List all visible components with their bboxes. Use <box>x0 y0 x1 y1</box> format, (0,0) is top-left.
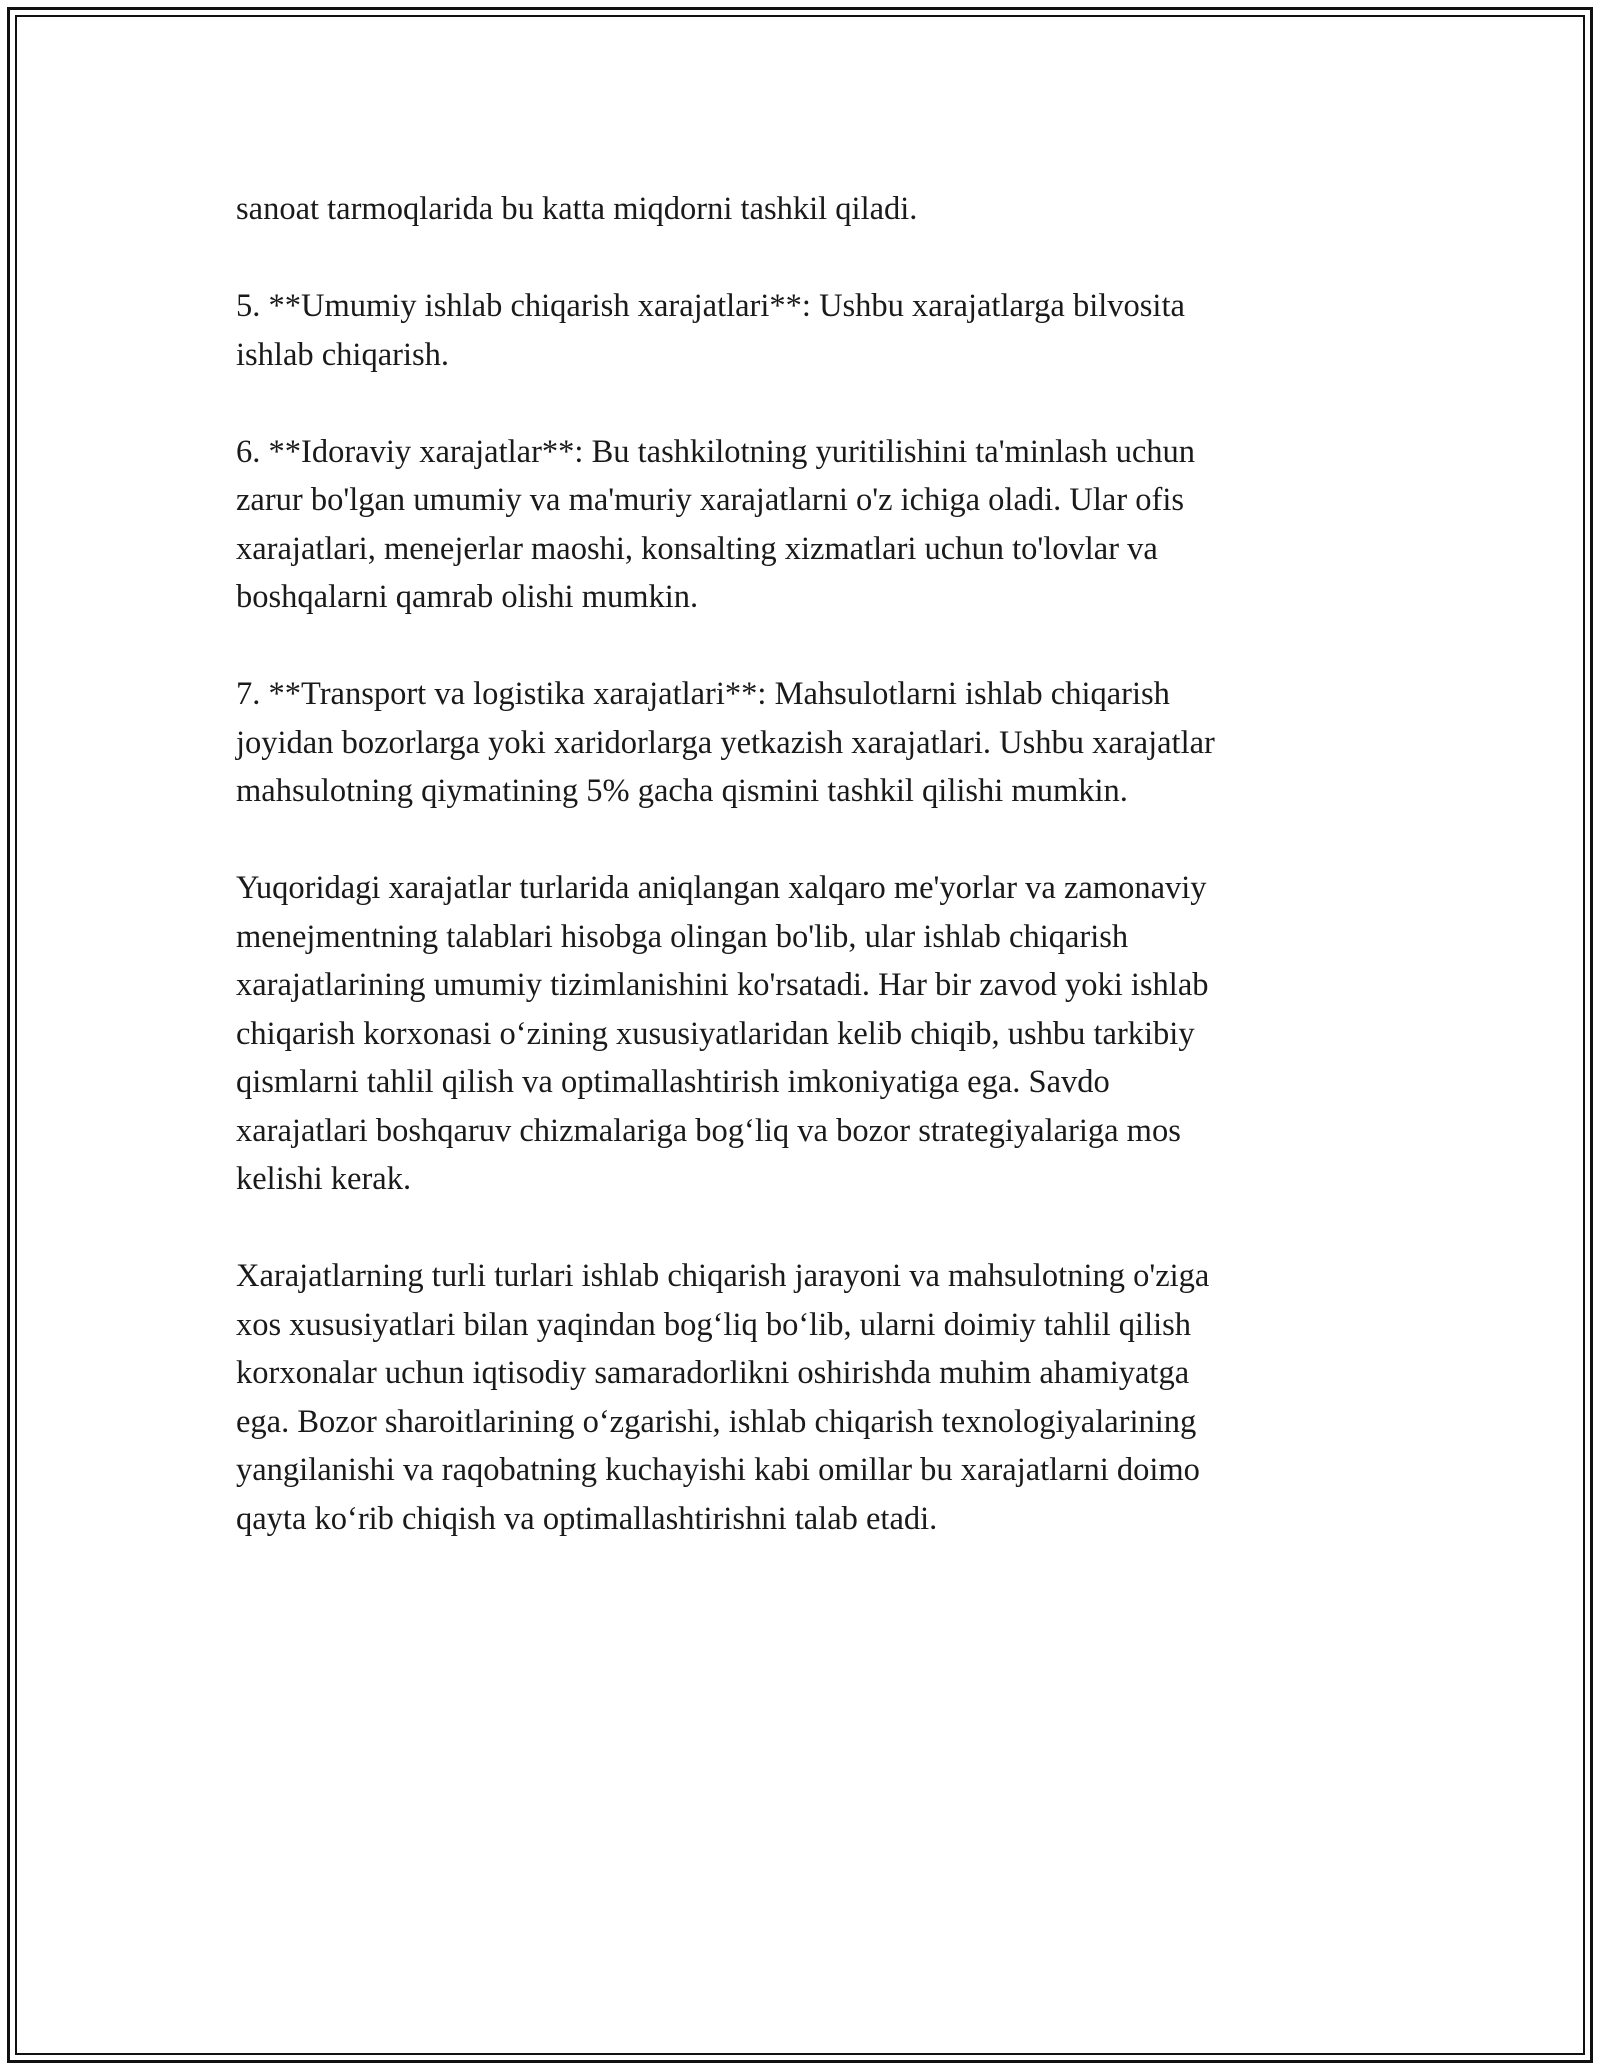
text-line: mahsulotning qiymatining 5% gacha qismini tashkil qilishi mumkin. <box>236 773 1128 809</box>
paragraph-summary <box>236 864 1356 1204</box>
text-line: ega. Bozor sharoitlarining o‘zgarishi, ishlab chiqarish texnologiyalarining <box>236 1403 1197 1440</box>
text-line: qismlarni tahlil qilish va optimallashtirish imkoniyatiga ega. Savdo <box>236 1064 1110 1100</box>
text-line: 5. **Umumiy ishlab chiqarish xarajatlari**: Ushbu xarajatlarga bilvosita <box>236 288 1185 324</box>
paragraph-item-6 <box>236 428 1356 622</box>
text-line: korxonalar uchun iqtisodiy samaradorlikni oshirishda muhim ahamiyatga <box>236 1355 1190 1391</box>
paragraph-continuation <box>236 185 1356 234</box>
text-line: xarajatlari, menejerlar maoshi, konsalting xizmatlari uchun to'lovlar va <box>236 530 1158 567</box>
text-line: yangilanishi va raqobatning kuchayishi kabi omillar bu xarajatlarni doimo <box>236 1452 1200 1488</box>
text-line: menejmentning talablari hisobga olingan bo'lib, ular ishlab chiqarish <box>236 918 1129 955</box>
document-body <box>236 185 1356 1592</box>
text-line: boshqalarni qamrab olishi mumkin. <box>236 579 699 615</box>
text-line: xarajatlarining umumiy tizimlanishini ko'rsatadi. Har bir zavod yoki ishlab <box>236 967 1209 1003</box>
text-line: ishlab chiqarish. <box>236 336 450 373</box>
text-line: kelishi kerak. <box>236 1161 412 1197</box>
text-line: sanoat tarmoqlarida bu katta miqdorni tashkil qiladi. <box>236 191 918 227</box>
text-line: xos xususiyatlari bilan yaqindan bog‘liq bo‘lib, ularni doimiy tahlil qilish <box>236 1306 1192 1343</box>
paragraph-item-7 <box>236 670 1356 816</box>
text-line: 7. **Transport va logistika xarajatlari**: Mahsulotlarni ishlab chiqarish <box>236 676 1170 712</box>
paragraph-conclusion <box>236 1252 1356 1543</box>
text-line: joyidan bozorlarga yoki xaridorlarga yetkazish xarajatlari. Ushbu xarajatlar <box>236 724 1215 761</box>
text-line: Yuqoridagi xarajatlar turlarida aniqlangan xalqaro me'yorlar va zamonaviy <box>236 870 1207 906</box>
text-line: qayta ko‘rib chiqish va optimallashtirishni talab etadi. <box>236 1500 938 1537</box>
text-line: xarajatlari boshqaruv chizmalariga bog‘liq va bozor strategiyalariga mos <box>236 1112 1181 1149</box>
text-line: chiqarish korxonasi o‘zining xususiyatlaridan kelib chiqib, ushbu tarkibiy <box>236 1015 1195 1052</box>
text-line: Xarajatlarning turli turlari ishlab chiqarish jarayoni va mahsulotning o'ziga <box>236 1258 1210 1294</box>
text-line: zarur bo'lgan umumiy va ma'muriy xarajatlarni o'z ichiga oladi. Ular ofis <box>236 482 1185 518</box>
text-line: 6. **Idoraviy xarajatlar**: Bu tashkilotning yuritilishini ta'minlash uchun <box>236 433 1196 470</box>
paragraph-item-5 <box>236 282 1356 379</box>
